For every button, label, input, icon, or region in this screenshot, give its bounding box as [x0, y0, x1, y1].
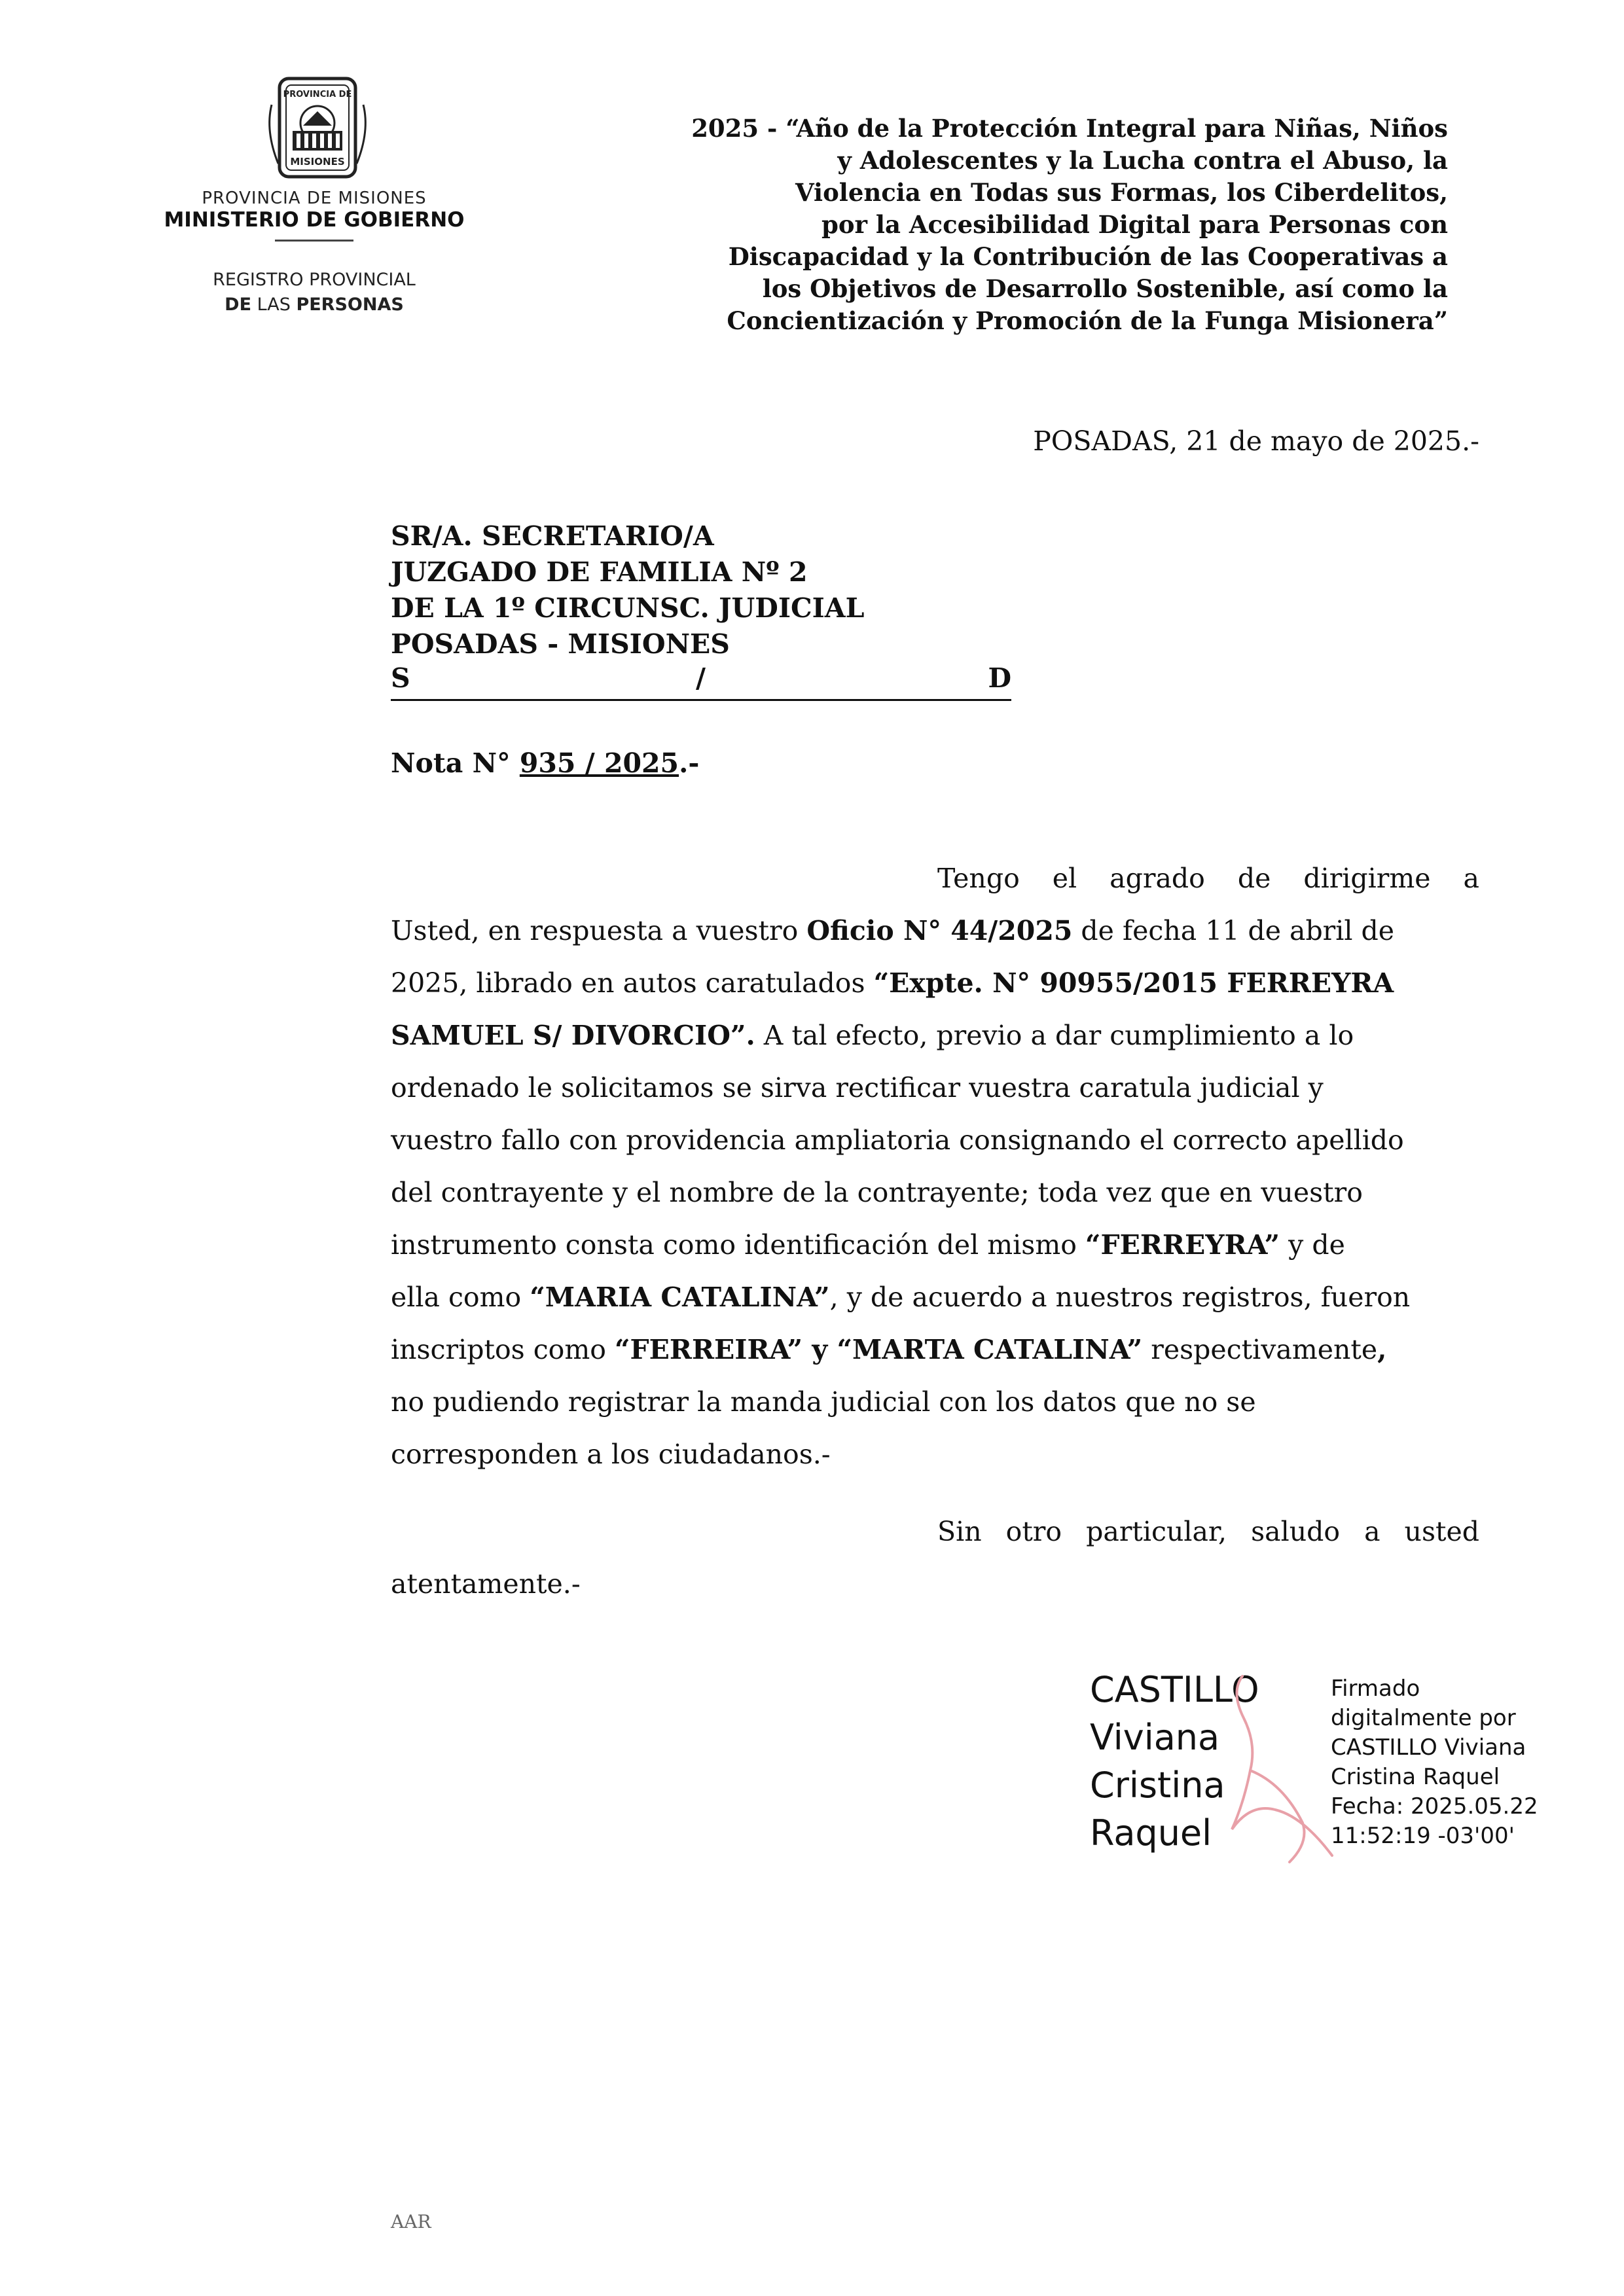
body-word: agrado: [1110, 863, 1205, 894]
author-initials: AAR: [391, 2211, 431, 2233]
body-word: Tengo: [937, 863, 1020, 894]
body-emphasis: Oficio N° 44/2025: [806, 915, 1073, 946]
body-text: y de: [1280, 1229, 1345, 1261]
org-registry-personas: PERSONAS: [296, 295, 404, 315]
signature-detail-line: Cristina Raquel: [1331, 1764, 1500, 1790]
note-suffix: .-: [679, 747, 700, 779]
motto-line: y Adolescentes y la Lucha contra el Abuso, la: [837, 146, 1448, 175]
letterhead-divider: [275, 240, 353, 242]
org-ministry: MINISTERIO DE GOBIERNO: [164, 208, 465, 232]
body-text: instrumento consta como identificación del mismo: [391, 1229, 1085, 1261]
official-year-motto: [589, 113, 1448, 337]
seal-text-bottom: MISIONES: [290, 156, 345, 168]
signer-name-line: Viviana: [1090, 1717, 1220, 1758]
body-line-9: [391, 1282, 1479, 1313]
provincial-seal-icon: [252, 65, 383, 183]
org-registry-las: LAS: [251, 295, 297, 315]
closing-word: a: [1364, 1516, 1380, 1547]
org-registry-line1: REGISTRO PROVINCIAL: [213, 270, 416, 290]
body-text: respectivamente: [1142, 1334, 1378, 1365]
body-emphasis: “FERREYRA”: [1085, 1229, 1280, 1261]
recipient-line: JUZGADO DE FAMILIA Nº 2: [391, 556, 808, 588]
body-line-2: [391, 915, 1479, 946]
body-line-5: [391, 1072, 1479, 1103]
body-text: de fecha 11 de abril de: [1072, 915, 1395, 946]
signer-name-line: CASTILLO: [1090, 1669, 1259, 1710]
closing-word: saludo: [1251, 1516, 1341, 1547]
org-registry-line2: [164, 295, 465, 315]
closing-word: otro: [1005, 1516, 1062, 1547]
motto-line: Violencia en Todas sus Formas, los Ciberdelitos,: [795, 178, 1448, 207]
seal-text-top: PROVINCIA DE: [283, 90, 352, 99]
signature-detail-line: digitalmente por: [1331, 1705, 1516, 1731]
body-text: inscriptos como: [391, 1334, 615, 1365]
body-line-8: [391, 1229, 1479, 1261]
body-word: el: [1052, 863, 1077, 894]
body-word: a: [1463, 863, 1479, 894]
signature-detail-line: Firmado: [1331, 1676, 1420, 1702]
body-word: de: [1237, 863, 1271, 894]
body-line-4: [391, 1020, 1479, 1051]
motto-line: por la Accesibilidad Digital para Personas con: [821, 210, 1448, 239]
closing-line-2: [391, 1568, 1479, 1600]
body-word: dirigirme: [1303, 863, 1431, 894]
sd-salutation-line: [391, 662, 1011, 701]
body-line-11: [391, 1386, 1479, 1418]
signer-name-line: Cristina: [1090, 1765, 1225, 1806]
org-province: PROVINCIA DE MISIONES: [202, 188, 427, 208]
note-label: Nota N°: [391, 747, 511, 779]
signer-name-line: Raquel: [1090, 1812, 1212, 1854]
sd-right: D: [988, 662, 1011, 694]
body-text: del contrayente y el nombre de la contrayente; toda vez que en vuestro: [391, 1177, 1363, 1208]
digital-signature-mark-icon: [1224, 1672, 1342, 1869]
body-emphasis: SAMUEL S/ DIVORCIO”.: [391, 1020, 755, 1051]
body-line-1: [937, 863, 1479, 894]
body-text: Usted, en respuesta a vuestro: [391, 915, 807, 946]
body-line-6: [391, 1124, 1479, 1156]
closing-word: Sin: [937, 1516, 982, 1547]
closing-word: particular,: [1086, 1516, 1227, 1547]
body-text: A tal efecto, previo a dar cumplimiento a lo: [755, 1020, 1354, 1051]
body-text: 2025, librado en autos caratulados: [391, 967, 874, 999]
body-emphasis: “Expte. N° 90955/2015 FERREYRA: [873, 967, 1394, 999]
recipient-line: POSADAS - MISIONES: [391, 628, 730, 660]
note-number: [391, 747, 980, 779]
org-registry-de: DE: [225, 295, 252, 315]
body-text: ella como: [391, 1282, 530, 1313]
body-text: vuestro fallo con providencia ampliatoria consignando el correcto apellido: [391, 1124, 1404, 1156]
signature-detail-line: CASTILLO Viviana: [1331, 1734, 1526, 1761]
body-emphasis: “FERREIRA” y “MARTA CATALINA”: [614, 1334, 1143, 1365]
recipient-block: [391, 518, 1111, 662]
body-text: corresponden a los ciudadanos.-: [391, 1439, 831, 1470]
motto-line: Discapacidad y la Contribución de las Cooperativas a: [728, 242, 1448, 271]
recipient-line: SR/A. SECRETARIO/A: [391, 520, 714, 552]
body-text: ordenado le solicitamos se sirva rectificar vuestra caratula judicial y: [391, 1072, 1324, 1103]
body-line-7: [391, 1177, 1479, 1208]
motto-line: los Objetivos de Desarrollo Sostenible, así como la: [762, 274, 1448, 303]
body-text: no pudiendo registrar la manda judicial con los datos que no se: [391, 1386, 1256, 1418]
body-emphasis: ,: [1377, 1334, 1387, 1365]
document-date: POSADAS, 21 de mayo de 2025.-: [1033, 425, 1479, 457]
body-line-10: [391, 1334, 1479, 1365]
sd-left: S: [391, 662, 410, 694]
signature-detail-line: Fecha: 2025.05.22: [1331, 1793, 1538, 1820]
closing-word: usted: [1404, 1516, 1479, 1547]
body-line-3: [391, 967, 1479, 999]
recipient-line: DE LA 1º CIRCUNSC. JUDICIAL: [391, 592, 865, 624]
signature-detail-line: 11:52:19 -03'00': [1331, 1823, 1515, 1849]
motto-line: 2025 - “Año de la Protección Integral para Niñas, Niños: [691, 114, 1448, 143]
closing-text: atentamente.-: [391, 1568, 581, 1600]
body-text: , y de acuerdo a nuestros registros, fueron: [829, 1282, 1411, 1313]
sd-mid: /: [696, 662, 706, 694]
body-line-12: [391, 1439, 1479, 1470]
note-number-value: 935 / 2025: [519, 747, 679, 779]
motto-line: Concientización y Promoción de la Funga Misionera”: [727, 306, 1448, 335]
closing-line-1: [937, 1516, 1479, 1547]
digital-signature-details: [1331, 1674, 1538, 1851]
body-emphasis: “MARIA CATALINA”: [530, 1282, 830, 1313]
